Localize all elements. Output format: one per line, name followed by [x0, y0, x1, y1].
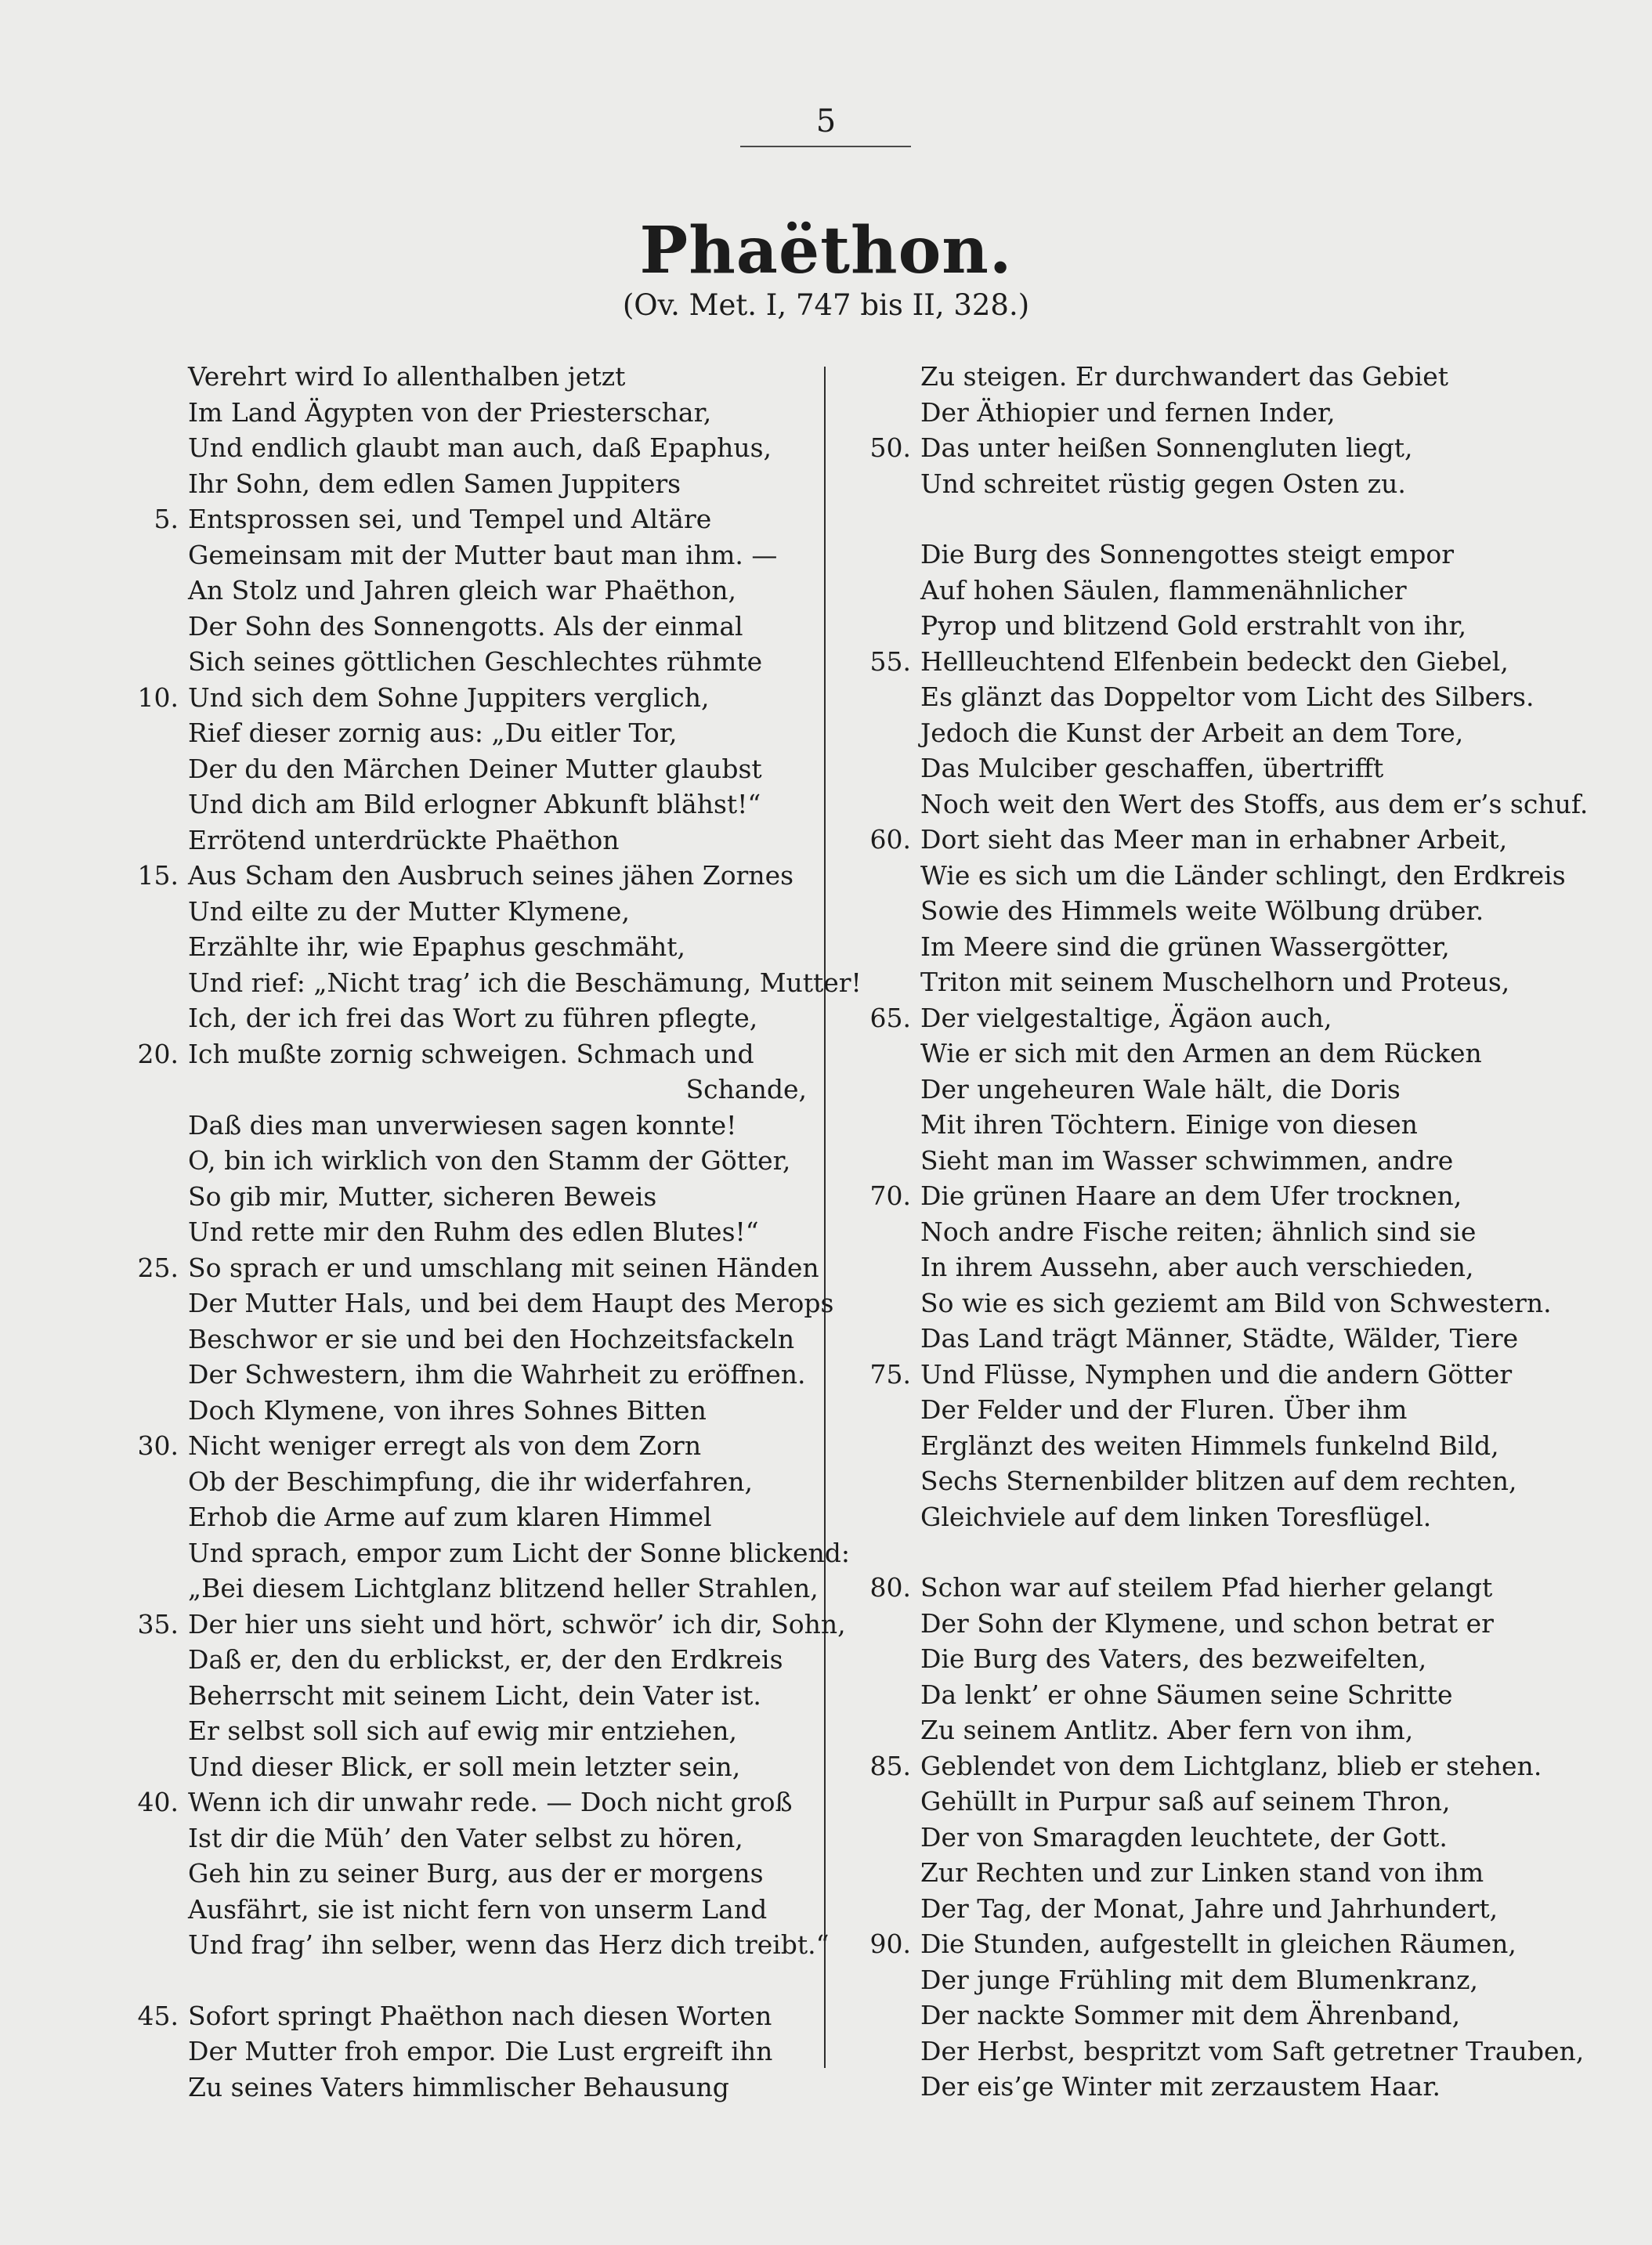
verse-text: Und sich dem Sohne Juppiters verglich, [188, 681, 710, 713]
verse-line [117, 1036, 807, 1072]
verse-text: Der Sohn der Klymene, und schon betrat er [920, 1607, 1494, 1639]
verse-number: 35. [137, 1608, 179, 1639]
verse-number: 85. [869, 1750, 911, 1781]
verse-text: Doch Klymene, von ihres Sohnes Bitten [188, 1394, 707, 1426]
verse-text: Triton mit seinem Muschelhorn und Proteus, [920, 967, 1510, 997]
verse-text: Der du den Märchen Deiner Mutter glaubst [188, 753, 762, 784]
verse-text: Erzählte ihr, wie Epaphus geschmäht, [188, 931, 686, 962]
verse-text: Der von Smaragden leuchtete, der Gott. [920, 1821, 1448, 1853]
verse-text: Sieht man im Wasser schwimmen, andre [920, 1144, 1454, 1176]
verse-text: Der Mutter froh empor. Die Lust ergreift ihn [188, 2036, 773, 2066]
verse-text: Da lenkt’ er ohne Säumen seine Schritte [920, 1679, 1453, 1710]
verse-line [117, 822, 807, 859]
verse-text: Sich seines göttlichen Geschlechtes rühmte [188, 646, 763, 677]
verse-text: Der vielgestaltige, Ägäon auch, [920, 1002, 1332, 1033]
left-column [117, 359, 862, 2105]
verse-line [117, 1998, 807, 2034]
verse-line [850, 1712, 1555, 1748]
verse-text: Wie es sich um die Länder schlingt, den Erdkreis [920, 859, 1566, 891]
verse-text: Zu steigen. Er durchwandert das Gebiet [920, 361, 1449, 392]
verse-line [850, 1463, 1555, 1499]
verse-line [117, 466, 807, 502]
verse-text: So gib mir, Mutter, sicheren Beweis [188, 1180, 657, 1212]
verse-line [117, 501, 807, 537]
verse-text: Ihr Sohn, dem edlen Samen Juppiters [188, 468, 681, 499]
verse-line [117, 894, 807, 930]
verse-number: 90. [869, 1929, 911, 1959]
verse-number: 25. [137, 1252, 179, 1283]
verse-text: Das unter heißen Sonnengluten liegt, [920, 432, 1413, 463]
verse-line [117, 2070, 807, 2106]
verse-line [850, 1321, 1555, 1357]
verse-text: An Stolz und Jahren gleich war Phaëthon, [188, 575, 737, 606]
verse-text: Der Felder und der Fluren. Über ihm [920, 1394, 1408, 1425]
verse-text: „Bei diesem Lichtglanz blitzend heller Strahlen, [188, 1573, 819, 1603]
verse-text: Und rette mir den Ruhm des edlen Blutes!“ [188, 1216, 759, 1247]
verse-text: Jedoch die Kunst der Arbeit an dem Tore, [920, 717, 1464, 748]
verse-line [850, 1641, 1555, 1677]
verse-line [117, 1820, 807, 1856]
verse-line [850, 1214, 1555, 1250]
verse-text: Und frag’ ihn selber, wenn das Herz dich treibt.“ [188, 1929, 830, 1960]
verse-line [850, 964, 1555, 1000]
verse-line [850, 395, 1555, 431]
verse-text: Rief dieser zornig aus: „Du eitler Tor, [188, 718, 678, 748]
verse-line [850, 1570, 1555, 1606]
verse-text: Wie er sich mit den Armen an dem Rücken [920, 1038, 1482, 1068]
verse-line [117, 1179, 807, 1215]
verse-line [850, 715, 1555, 751]
verse-line [850, 1392, 1555, 1428]
verse-text: Es glänzt das Doppeltor vom Licht des Silbers. [920, 681, 1535, 712]
verse-line [850, 1249, 1555, 1285]
stanza-gap [117, 1963, 807, 1998]
verse-text: Daß dies man unverwiesen sagen konnte! [188, 1109, 737, 1141]
verse-text: Und dich am Bild erlogner Abkunft blähst!“ [188, 789, 761, 819]
verse-text: Wenn ich dir unwahr rede. — Doch nicht groß [188, 1787, 793, 1817]
verse-text: Ist dir die Müh’ den Vater selbst zu hören, [188, 1822, 743, 1853]
verse-text: Erhob die Arme auf zum klaren Himmel [188, 1502, 712, 1532]
verse-text: Beherrscht mit seinem Licht, dein Vater ist. [188, 1679, 761, 1711]
verse-line [117, 1393, 807, 1429]
verse-line [850, 1000, 1555, 1036]
poem-source-reference: (Ov. Met. I, 747 bis II, 328.) [622, 288, 1030, 322]
verse-line [117, 430, 807, 466]
verse-line [117, 858, 807, 894]
verse-line [117, 751, 807, 787]
verse-text: In ihrem Aussehn, aber auch verschieden, [920, 1252, 1474, 1282]
verse-line [850, 2034, 1585, 2070]
verse-line [850, 786, 1589, 822]
verse-line [850, 679, 1555, 715]
verse-number: 55. [869, 645, 911, 677]
verse-text: Verehrt wird Io allenthalben jetzt [188, 361, 626, 392]
verse-number: 70. [869, 1180, 911, 1211]
verse-text: Schande, [685, 1074, 807, 1104]
verse-text: Und endlich glaubt man auch, daß Epaphus, [188, 432, 772, 463]
verse-text: Sowie des Himmels weite Wölbung drüber. [920, 895, 1484, 926]
column-divider [824, 367, 826, 2068]
verse-number: 5. [154, 504, 179, 534]
verse-line [117, 537, 807, 573]
verse-line [850, 822, 1555, 858]
verse-line [850, 1926, 1555, 1962]
verse-line [850, 1855, 1555, 1891]
verse-line [117, 715, 807, 751]
verse-line [117, 1713, 807, 1749]
verse-text: Gleichviele auf dem linken Toresflügel. [920, 1501, 1432, 1532]
verse-text: Und dieser Blick, er soll mein letzter sein, [188, 1751, 741, 1782]
verse-text: Das Mulciber geschaffen, übertrifft [920, 753, 1384, 783]
verse-text: Die Burg des Vaters, des bezweifelten, [920, 1643, 1427, 1674]
poem-title: Phaëthon. [639, 213, 1013, 288]
stanza-gap [850, 501, 1555, 537]
verse-text: Entsprossen sei, und Tempel und Altäre [188, 504, 712, 534]
verse-line [117, 1143, 807, 1179]
verse-text: Gehüllt in Purpur saß auf seinem Thron, [920, 1786, 1451, 1817]
verse-line [117, 1464, 807, 1500]
verse-text: Im Land Ägypten von der Priesterschar, [188, 396, 712, 428]
verse-text: Hellleuchtend Elfenbein bedeckt den Giebel, [920, 645, 1509, 677]
verse-number: 10. [137, 681, 179, 713]
verse-text: Der Mutter Hals, und bei dem Haupt des Merops [188, 1288, 834, 1318]
verse-line [117, 929, 807, 965]
verse-text: Der eis’ge Winter mit zerzaustem Haar. [920, 2071, 1441, 2102]
verse-line [117, 1499, 807, 1535]
verse-text: Auf hohen Säulen, flammenähnlicher [920, 574, 1407, 606]
verse-text: So sprach er und umschlang mit seinen Händen [188, 1252, 819, 1283]
verse-text: Erglänzt des weiten Himmels funkelnd Bild, [920, 1430, 1499, 1461]
verse-line [850, 1820, 1555, 1856]
verse-line [117, 609, 807, 645]
verse-line [117, 1571, 819, 1607]
verse-text: Der Herbst, bespritzt vom Saft getretner Trauben, [920, 2035, 1585, 2066]
verse-line [117, 2034, 807, 2070]
verse-line [850, 750, 1555, 786]
page-number-rule [740, 146, 911, 147]
verse-line [850, 430, 1555, 466]
verse-line [850, 858, 1566, 894]
verse-text: Das Land trägt Männer, Städte, Wälder, Tiere [920, 1323, 1519, 1354]
verse-text: Sofort springt Phaëthon nach diesen Worten [188, 2000, 772, 2031]
verse-text: Und sprach, empor zum Licht der Sonne blickend: [188, 1537, 851, 1568]
verse-line [117, 395, 807, 431]
verse-text: Pyrop und blitzend Gold erstrahlt von ihr, [920, 610, 1467, 641]
verse-line [850, 2069, 1555, 2105]
verse-text: Dort sieht das Meer man in erhabner Arbeit, [920, 824, 1508, 855]
verse-text: So wie es sich geziemt am Bild von Schwestern. [920, 1287, 1552, 1318]
verse-line [850, 359, 1555, 395]
verse-line [117, 786, 807, 822]
verse-text: Und Flüsse, Nymphen und die andern Götter [920, 1358, 1513, 1390]
verse-line [850, 1036, 1555, 1072]
verse-line [117, 644, 807, 680]
verse-line [850, 1428, 1555, 1464]
verse-line [117, 680, 807, 716]
verse-line [117, 1892, 807, 1928]
verse-text: Zur Rechten und zur Linken stand von ihm [920, 1857, 1484, 1888]
verse-text: Noch andre Fische reiten; ähnlich sind sie [920, 1216, 1477, 1247]
verse-line [850, 466, 1555, 502]
verse-text: Beschwor er sie und bei den Hochzeitsfackeln [188, 1323, 795, 1354]
verse-text: Daß er, den du erblickst, er, der den Erdkreis [188, 1644, 783, 1675]
verse-line [850, 1143, 1555, 1179]
verse-line [850, 1072, 1555, 1108]
verse-line [850, 1748, 1555, 1784]
verse-line [850, 929, 1555, 965]
verse-line [117, 965, 862, 1001]
verse-text: Ausfährt, sie ist nicht fern von unserm Land [188, 1893, 768, 1925]
verse-line [117, 1607, 846, 1643]
verse-number: 75. [869, 1358, 911, 1390]
verse-line [117, 1856, 807, 1892]
verse-line [850, 1997, 1555, 2034]
verse-text: Zu seinem Antlitz. Aber fern von ihm, [920, 1715, 1414, 1745]
verse-number: 60. [869, 824, 911, 855]
verse-line [850, 1784, 1555, 1820]
verse-text: Geblendet von dem Lichtglanz, blieb er stehen. [920, 1750, 1542, 1781]
verse-line [117, 1072, 807, 1108]
verse-text: Nicht weniger erregt als von dem Zorn [188, 1430, 702, 1461]
verse-text: Ich mußte zornig schweigen. Schmach und [188, 1038, 754, 1069]
verse-line [117, 1784, 807, 1820]
verse-line [850, 1107, 1555, 1143]
verse-text: Der Tag, der Monat, Jahre und Jahrhundert, [920, 1893, 1498, 1924]
verse-text: Sechs Sternenbilder blitzen auf dem rechten, [920, 1466, 1517, 1496]
verse-line [117, 1642, 807, 1678]
verse-text: Die Stunden, aufgestellt in gleichen Räumen, [920, 1929, 1516, 1959]
verse-line [850, 537, 1555, 573]
verse-line [117, 1250, 819, 1286]
verse-line [117, 1678, 807, 1714]
right-column [850, 359, 1589, 2105]
verse-text: Er selbst soll sich auf ewig mir entziehen, [188, 1715, 738, 1746]
verse-text: Der junge Frühling mit dem Blumenkranz, [920, 1964, 1479, 1995]
verse-number: 50. [869, 432, 911, 463]
verse-line [117, 1000, 807, 1036]
verse-line [117, 1428, 807, 1464]
verse-text: Gemeinsam mit der Mutter baut man ihm. — [188, 539, 778, 570]
verse-text: Die grünen Haare an dem Ufer trocknen, [920, 1180, 1462, 1211]
verse-line [850, 644, 1555, 680]
verse-text: Geh hin zu seiner Burg, aus der er morgens [188, 1858, 764, 1889]
verse-text: Schon war auf steilem Pfad hierher gelangt [920, 1572, 1493, 1603]
verse-line [850, 1891, 1555, 1927]
verse-line [850, 893, 1555, 929]
verse-line [117, 1321, 807, 1357]
verse-text: Der Schwestern, ihm die Wahrheit zu eröffnen. [188, 1359, 806, 1390]
verse-text: Aus Scham den Ausbruch seines jähen Zornes [188, 860, 794, 891]
verse-line [117, 1357, 807, 1393]
verse-line [117, 1749, 807, 1785]
verse-text: Errötend unterdrückte Phaëthon [188, 824, 620, 855]
verse-text: Der hier uns sieht und hört, schwör’ ich dir, Sohn, [188, 1608, 846, 1639]
verse-line [117, 1285, 834, 1321]
verse-line [850, 1962, 1555, 1998]
stanza-gap [850, 1535, 1555, 1570]
verse-line [850, 1606, 1555, 1642]
verse-text: Zu seines Vaters himmlischer Behausung [188, 2071, 729, 2102]
verse-text: O, bin ich wirklich von den Stamm der Götter, [188, 1145, 791, 1176]
verse-number: 20. [137, 1038, 179, 1069]
verse-line [117, 1108, 807, 1144]
verse-text: Der ungeheuren Wale hält, die Doris [920, 1073, 1401, 1104]
verse-text: Der nackte Sommer mit dem Ährenband, [920, 2000, 1461, 2030]
page-number: 5 [815, 103, 837, 139]
verse-line [850, 1357, 1555, 1393]
verse-line [117, 1214, 807, 1250]
verse-text: Ob der Beschimpfung, die ihr widerfahren, [188, 1466, 754, 1497]
verse-line [117, 359, 807, 395]
verse-line [850, 608, 1555, 644]
verse-line [850, 1178, 1555, 1214]
verse-number: 30. [137, 1430, 179, 1461]
verse-line [850, 1499, 1555, 1535]
verse-text: Im Meere sind die grünen Wassergötter, [920, 931, 1450, 962]
verse-line [850, 573, 1555, 609]
verse-text: Ich, der ich frei das Wort zu führen pflegte, [188, 1003, 758, 1033]
verse-number: 80. [869, 1572, 911, 1603]
verse-text: Die Burg des Sonnengottes steigt empor [920, 539, 1454, 569]
verse-number: 45. [137, 2000, 179, 2031]
verse-text: Und rief: „Nicht trag’ ich die Beschämung, Mutter! [188, 967, 862, 998]
verse-text: Der Äthiopier und fernen Inder, [920, 396, 1336, 428]
verse-line [850, 1677, 1555, 1713]
verse-text: Und schreitet rüstig gegen Osten zu. [920, 468, 1406, 499]
verse-line [117, 1927, 830, 1963]
verse-text: Und eilte zu der Mutter Klymene, [188, 895, 630, 927]
verse-number: 15. [137, 860, 179, 891]
verse-number: 40. [137, 1787, 179, 1817]
verse-text: Der Sohn des Sonnengotts. Als der einmal [188, 610, 743, 642]
verse-text: Mit ihren Töchtern. Einige von diesen [920, 1109, 1418, 1140]
verse-line [117, 573, 807, 609]
verse-number: 65. [869, 1002, 911, 1033]
verse-line [117, 1535, 851, 1571]
verse-line [850, 1285, 1555, 1321]
verse-text: Noch weit den Wert des Stoffs, aus dem er’s schuf. [920, 788, 1589, 819]
